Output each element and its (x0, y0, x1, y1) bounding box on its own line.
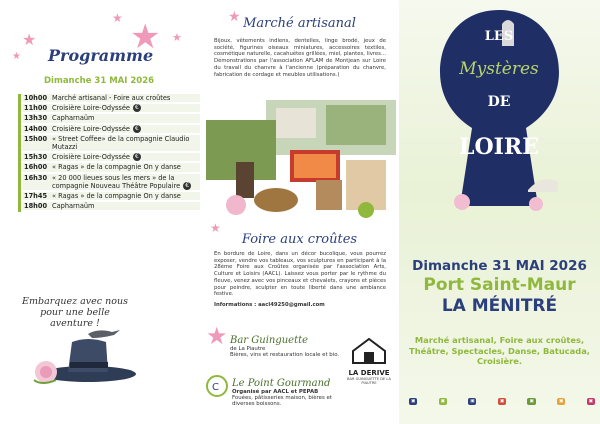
embark-line: pour une belle aventure ! (40, 307, 110, 329)
flower-icon (529, 197, 543, 211)
event-place-line2: LA MÉNITRÉ (441, 296, 558, 316)
sponsor-logo-icon: ▣ (499, 399, 505, 404)
programme-row (21, 114, 200, 122)
bar-desc: Bières, vins et restauration locale et bio. (230, 352, 340, 358)
derive-sub: BAR GUINGUETTE DE LA PIAUTRE (347, 377, 391, 385)
event-label: « Ragas » de la compagnie On y danse (52, 192, 181, 201)
event-time: 16h30 (24, 173, 48, 182)
event-tagline: Marché artisanal, Foire aux croûtes, Théâtre, Spectacles, Danse, Batucada, Croisière. (409, 335, 590, 366)
event-label: Marché artisanal - Foire aux croûtes (52, 94, 171, 102)
event-time: 11h00 (24, 104, 48, 113)
euro-icon: € (183, 182, 191, 190)
euro-icon: € (133, 125, 141, 133)
svg-text:C: C (212, 382, 219, 393)
star-icon: ★ (172, 31, 182, 44)
flower-icon (454, 194, 470, 210)
point-gourmand-title: Le Point Gourmand (232, 378, 331, 389)
point-gourmand-organizer: Organisé par AACL et PEPAB (232, 389, 319, 395)
event-time: 15h30 (24, 153, 48, 162)
aacl-logo-icon (206, 374, 228, 398)
programme-row (21, 163, 200, 171)
event-label: « Ragas » de la compagnie On y danse (52, 163, 181, 172)
event-place-line1: Port Saint-Maur (423, 275, 576, 295)
title-loire: LOIRE (459, 134, 539, 160)
event-label: Capharnaüm (52, 202, 95, 211)
foire-text: En bordure de Loire, dans un décor bucolique, vous pourrez exposer, vendre vos tableaux, vos sculptures en participant à la 28ème Foire aux Croûtes organisée par l'association Arts, Culture et Loisirs (AACL). Laissez vous porter par le rythme du fleuve, venez avec vos pinceaux et chevalets, crayons et pièces pour peindre, sculpter en toute liberté dans une ambiance festive. (214, 251, 386, 298)
marche-title: Marché artisanal (243, 16, 356, 31)
sponsor-logo-icon: ▣ (411, 399, 416, 404)
programme-row (21, 135, 200, 151)
la-derive-logo (346, 335, 392, 385)
bar-title: Bar Guinguette (230, 335, 309, 346)
star-icon: ★ (228, 9, 241, 25)
programme-row (21, 192, 200, 200)
event-date: Dimanche 31 MAI 2026 (412, 258, 587, 274)
event-time: 14h00 (24, 124, 48, 133)
sponsor-logos (409, 398, 595, 405)
programme-row (21, 153, 200, 161)
top-hat-illustration (28, 324, 138, 384)
programme-panel (0, 0, 200, 424)
sponsor-logo-icon: ▣ (529, 399, 534, 404)
programme-title: Programme (48, 46, 154, 65)
programme-row (21, 94, 200, 102)
cover-panel (399, 0, 600, 424)
star-icon: ★ (112, 11, 123, 25)
sponsor-logo-icon: ▣ (470, 399, 475, 404)
bar-subtitle: de La Piautre (230, 346, 266, 352)
bar-guinguette-block (230, 335, 340, 358)
programme-row (21, 202, 200, 210)
title-mysteres: Mystères (459, 59, 539, 79)
event-label: « 20 000 lieues sous les mers » de la compagnie Nouveau Théâtre Populaire (52, 173, 181, 190)
star-icon: ★ (130, 17, 161, 57)
sponsor-logo-icon: ▣ (588, 399, 593, 404)
star-icon: ★ (12, 51, 21, 62)
point-gourmand-desc: Fouées, pâtisseries maison, bières et diverses boissons. (232, 395, 332, 407)
house-icon (349, 335, 389, 365)
programme-row (21, 104, 200, 112)
programme-row (21, 174, 200, 190)
programme-row (21, 125, 200, 133)
derive-name: LA DERIVE (348, 369, 390, 377)
star-icon: ★ (22, 30, 37, 49)
event-label: Croisière Loire-Odyssée (52, 124, 130, 133)
market-photo-collage (206, 100, 396, 220)
market-panel (200, 0, 399, 424)
event-time: 13h30 (24, 114, 48, 123)
euro-icon: € (133, 153, 141, 161)
bird-icon (88, 330, 120, 338)
sponsor-logo-icon: ▣ (559, 399, 564, 404)
marche-text: Bijoux, vêtements indiens, dentelles, linge brodé, jeux de société, figurines oiseaux miniatures, accessoires textiles, cosmétique naturelle, cacahuètes grillées, miel, plantes, livres... Démonstrations par l'association AFLAM de Montjean sur Loire du travail du chanvre à l'ancienne (préparation du chanvre, fabrication de cordage et meubles utilisations.) (214, 38, 386, 78)
event-time: 17h45 (24, 192, 48, 201)
programme-date: Dimanche 31 MAI 2026 (44, 76, 155, 86)
title-les: LES (484, 29, 514, 44)
point-gourmand-block (232, 378, 352, 407)
foire-title: Foire aux croûtes (241, 232, 358, 247)
euro-icon: € (133, 104, 141, 112)
event-label: Croisière Loire-Odyssée (52, 104, 130, 113)
event-time: 15h00 (24, 134, 48, 143)
event-label: « Street Coffee» de la compagnie Claudio Mutazzi (52, 134, 190, 152)
title-de: DE (487, 94, 511, 110)
event-time: 10h00 (24, 94, 48, 102)
programme-list (18, 94, 200, 212)
event-label: Capharnaüm (52, 114, 95, 123)
sponsor-logo-icon: ▣ (440, 399, 445, 404)
foire-info: Informations : aacl49250@gmail.com (214, 302, 325, 308)
keyhole-emblem (432, 6, 567, 218)
embark-line: Embarquez avec nous (22, 296, 128, 307)
event-time: 16h00 (24, 163, 48, 172)
event-time: 18h00 (24, 202, 48, 211)
star-icon: ★ (206, 322, 228, 350)
star-icon: ★ (210, 221, 221, 235)
event-label: Croisière Loire-Odyssée (52, 153, 130, 162)
